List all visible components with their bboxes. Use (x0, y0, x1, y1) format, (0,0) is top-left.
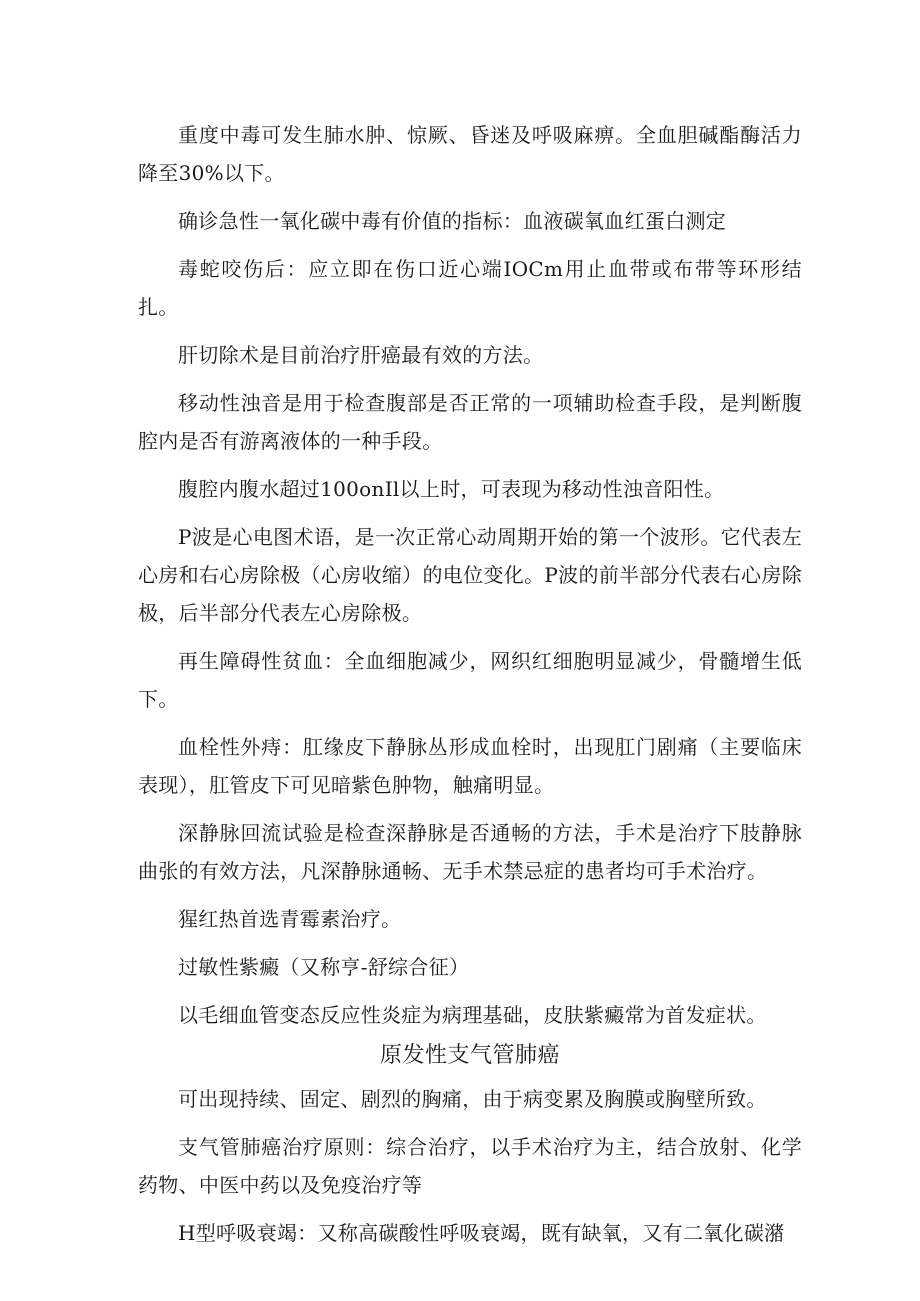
paragraph-chest-pain: 可出现持续、固定、剧烈的胸痛，由于病变累及胸膜或胸壁所致。 (178, 1087, 767, 1111)
paragraph-lung-cancer-treatment: 支气管肺癌治疗原则：综合治疗，以手术治疗为主，结合放射、化学药物、中医中药以及免疫治疗等 (138, 1135, 802, 1197)
paragraph-thrombosed-hemorrhoid: 血栓性外痔：肛缘皮下静脉丛形成血栓时，出现肛门剧痛（主要临床表现），肛管皮下可见暗紫色肿物，触痛明显。 (138, 735, 802, 797)
paragraph-type-ii-respiratory-failure: H型呼吸衰竭：又称高碳酸性呼吸衰竭，既有缺氧，又有二氧化碳潴 (178, 1221, 785, 1245)
paragraph-aplastic-anemia: 再生障碍性贫血：全血细胞减少，网织红细胞明显减少，骨髓增生低下。 (138, 649, 802, 711)
paragraph-p-wave: P波是心电图术语，是一次正常心动周期开始的第一个波形。它代表左心房和右心房除极（心房收缩）的电位变化。P波的前半部分代表右心房除极，后半部分代表左心房除极。 (138, 525, 802, 625)
paragraph-allergic-purpura: 过敏性紫癜（又称亨-舒综合征） (178, 955, 470, 979)
paragraph-snake-bite: 毒蛇咬伤后：应立即在伤口近心端IOCm用止血带或布带等环形结扎。 (138, 257, 802, 319)
paragraph-scarlet-fever: 猩红热首选青霉素治疗。 (178, 907, 402, 931)
paragraph-purpura-basis: 以毛细血管变态反应性炎症为病理基础，皮肤紫癜常为首发症状。 (178, 1003, 767, 1027)
section-heading: 原发性支气管肺癌 (379, 1043, 560, 1068)
paragraph-co-poisoning-indicator: 确诊急性一氧化碳中毒有价值的指标：血液碳氧血红蛋白测定 (178, 209, 727, 233)
paragraph-ascites-volume: 腹腔内腹水超过100onIl以上时，可表现为移动性浊音阳性。 (178, 477, 725, 501)
paragraph-deep-vein-test: 深静脉回流试验是检查深静脉是否通畅的方法，手术是治疗下肢静脉曲张的有效方法，凡深静脉通畅、无手术禁忌症的患者均可手术治疗。 (138, 821, 802, 883)
paragraph-liver-resection: 肝切除术是目前治疗肝癌最有效的方法。 (178, 343, 544, 367)
paragraph-shifting-dullness: 移动性浊音是用于检查腹部是否正常的一项辅助检查手段，是判断腹腔内是否有游离液体的一种手段。 (138, 391, 802, 453)
paragraph-severe-poisoning: 重度中毒可发生肺水肿、惊厥、昏迷及呼吸麻痹。全血胆碱酯酶活力降至30%以下。 (138, 123, 802, 185)
